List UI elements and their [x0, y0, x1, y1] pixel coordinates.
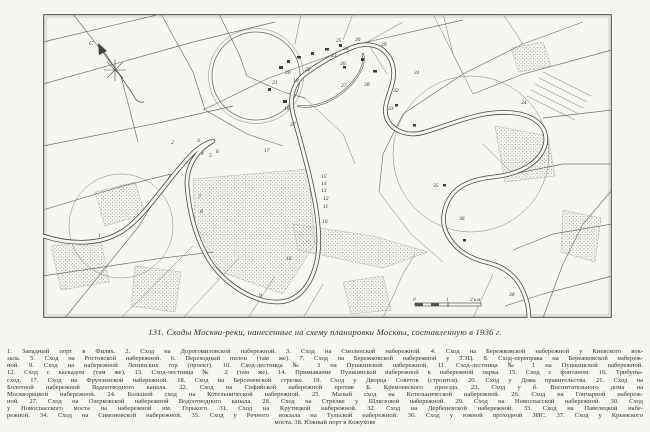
map-marker-9: 9	[259, 293, 262, 299]
map-marker-27: 27	[341, 83, 347, 89]
map-marker-35: 35	[433, 183, 439, 189]
map-drawing	[43, 14, 612, 318]
map-marker-12: 12	[323, 196, 329, 202]
map-marker-2: 2	[171, 140, 174, 146]
map-marker-22: 22	[305, 67, 311, 73]
map-marker-10: 10	[322, 219, 328, 225]
legend-line: 1. Западный порт в Филях. 2. Сход на Дорогомиловской набережной. 3. Сход на Смоленской набережной. 4. Сход на Бережковской набережной у Киевского вок-	[7, 348, 643, 355]
map-marker-26: 26	[355, 37, 361, 43]
map-marker-25: 25	[336, 38, 342, 44]
map-marker-4: 4	[201, 151, 204, 157]
figure-legend	[7, 348, 643, 427]
compass-north-label: С	[89, 40, 94, 47]
map-marker-16: 16	[286, 256, 292, 262]
map-marker-31: 31	[414, 70, 420, 76]
map-marker-14: 14	[321, 181, 327, 187]
map-marker-15: 15	[321, 174, 327, 180]
map-marker-1: 1	[98, 233, 101, 239]
scale-one-label: 1	[446, 297, 449, 303]
map-marker-6: 6	[216, 149, 219, 155]
legend-line: у Новоспасского моста на набережной им. Горького. 31. Сход на Крутицкой набережной. 32. Сход на Дербеневской набережной. 33. Сход на Павелецкой набе-	[7, 405, 643, 413]
map-marker-18: 18	[284, 106, 290, 112]
map-marker-23: 23	[331, 53, 337, 59]
legend-line: зала. 5. Сход на Ростовской набережной. 6. Переходный пилон (там же). 7. Сход на Бережковской набережной у ТЭЦ. 8. Сход-переправа на Бережковской набереж-	[7, 355, 643, 363]
map-marker-32: 32	[393, 88, 399, 94]
map-marker-37: 37	[290, 122, 296, 128]
figure-caption-title: 131. Сходы Москва-реки, нанесенные на схему планировки Москвы, составленную в 1936 г.	[148, 327, 502, 337]
map-marker-5: 5	[209, 153, 212, 159]
map-marker-29: 29	[381, 42, 387, 48]
legend-line: ной. 9. Сход на набережной Ленинских гор (проект). 10. Сход-лестница № 3 на Пушкинской набережной. 11. Сход-лестница № 1 на Пушкинской набережной.	[7, 362, 643, 370]
map-marker-3: 3	[197, 138, 200, 144]
map-marker-38: 38	[509, 292, 515, 298]
legend-line: 12. Сход с каскадом (там же). 13. Сход-лестница № 2 (там же). 14. Примыкание Пушкинской набережной к набережной парка. 15. Сход с фонтаном. 16. Трибуны-	[7, 369, 643, 377]
map-marker-11: 11	[323, 204, 329, 210]
scale-two-label: 2 км	[470, 297, 481, 303]
map-marker-33: 33	[388, 106, 394, 112]
legend-line: Москворецкой набережной. 24. Большой сход на Котельнической набережной. 25. Малый сход на Котельнической набережной. 26. Сход на Гончарной набереж-	[7, 390, 643, 398]
map-marker-28: 28	[364, 82, 370, 88]
city-plan-map	[43, 14, 612, 318]
map-marker-13: 13	[321, 188, 327, 194]
map-marker-20: 20	[285, 70, 291, 76]
map-marker-8: 8	[200, 209, 203, 215]
legend-line: Болотной набережной Водоотводного канала. 22. Сход на Софийской набережной против Б. Кремлевского проезда. 23. Сход у б. Воспитательного дома на	[7, 383, 643, 391]
legend-line: моста. 38. Южный порт в Кожухове	[274, 419, 376, 427]
map-marker-30: 30	[340, 61, 346, 67]
map-marker-7: 7	[198, 194, 201, 200]
map-marker-19: 19	[293, 78, 299, 84]
map-marker-24: 24	[343, 46, 349, 52]
map-marker-36: 36	[459, 216, 465, 222]
legend-line: ной. 27. Сход на Озерковской набережной Водоотводного канала. 28. Сход на Стрелке у Шлюзовой набережной. 29. Сход на Новоспасской набережной. 30. Сход	[7, 397, 643, 405]
legend-line: сход. 17. Сход на Фрунзенской набережной. 18. Сход на Берсеневской стрелке. 19. Сход у Дворца Советов (строится). 20. Сход у Дома правительства. 21. Сход на	[7, 376, 643, 384]
scale-zero-label: 0	[413, 297, 416, 303]
legend-line: режной. 34. Сход на Симоновской набережной. 35. Сход у Речного вокзала на Тульской набережной. 36. Сход у южной проходной ЗИС. 37. Сход у Крымского	[7, 412, 643, 420]
map-marker-21: 21	[272, 80, 278, 86]
drainage-canal	[298, 54, 364, 107]
map-marker-34: 34	[521, 100, 527, 106]
map-marker-17: 17	[264, 148, 270, 154]
scale-bar	[413, 297, 481, 307]
compass-north-icon	[89, 40, 144, 102]
